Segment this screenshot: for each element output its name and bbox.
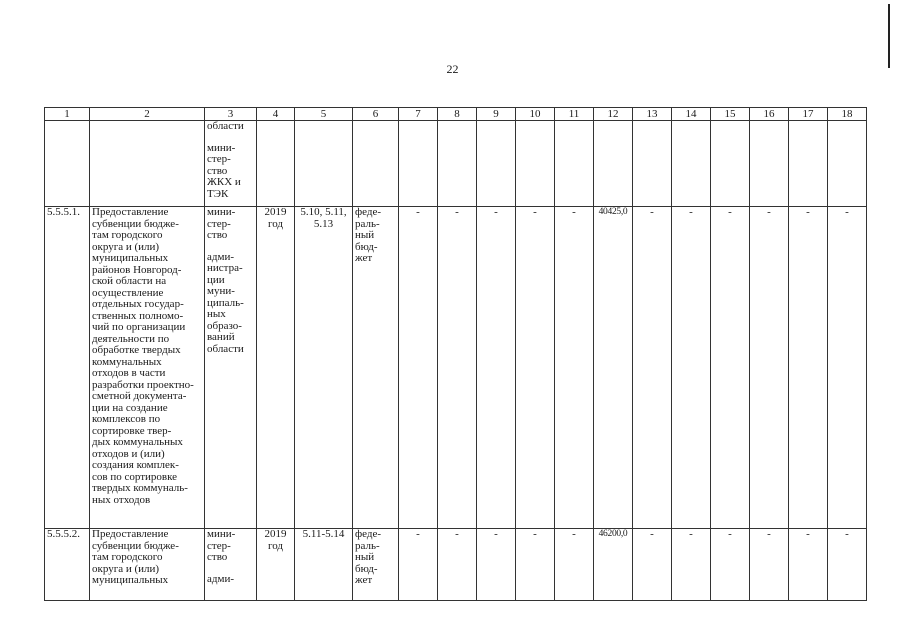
executor-text: области <box>207 120 244 132</box>
cell <box>672 121 711 207</box>
value-cell: - <box>789 207 828 529</box>
cell <box>295 121 353 207</box>
header-cell: 7 <box>399 108 438 121</box>
budget-table <box>44 107 867 601</box>
target-cell: 5.10, 5.11, 5.13 <box>295 207 353 529</box>
value-cell: - <box>399 529 438 601</box>
header-cell: 17 <box>789 108 828 121</box>
executor-cell <box>205 207 257 529</box>
continuation-row <box>45 121 867 207</box>
header-cell: 13 <box>633 108 672 121</box>
page-number: 22 <box>446 62 459 76</box>
executor-cell <box>205 529 257 601</box>
item-number: 5.5.5.2. <box>45 529 90 601</box>
item-description: Предоставление субвенции бюдже- там городского округа и (или) муниципальных <box>90 529 205 601</box>
amount-cell: 46200,0 <box>594 529 633 601</box>
header-cell: 5 <box>295 108 353 121</box>
value-cell: - <box>828 529 867 601</box>
value-cell: - <box>711 207 750 529</box>
header-cell: 15 <box>711 108 750 121</box>
amount-cell: 40425,0 <box>594 207 633 529</box>
header-cell: 18 <box>828 108 867 121</box>
value-cell: - <box>555 207 594 529</box>
margin-line <box>888 4 890 68</box>
value-cell: - <box>516 529 555 601</box>
cell <box>789 121 828 207</box>
cell <box>633 121 672 207</box>
cell <box>555 121 594 207</box>
executor-text: мини- стер- ство ЖКХ и ТЭК <box>207 141 241 200</box>
cell <box>353 121 399 207</box>
value-cell: - <box>672 207 711 529</box>
header-cell: 2 <box>90 108 205 121</box>
year-cell: 2019 год <box>257 529 295 601</box>
header-cell: 8 <box>438 108 477 121</box>
header-cell: 12 <box>594 108 633 121</box>
item-number: 5.5.5.1. <box>45 207 90 529</box>
value-cell: - <box>672 529 711 601</box>
cell <box>90 121 205 207</box>
value-cell: - <box>633 529 672 601</box>
header-cell: 10 <box>516 108 555 121</box>
value-cell: - <box>750 207 789 529</box>
value-cell: - <box>477 529 516 601</box>
cell <box>257 121 295 207</box>
executor-text: адми- <box>207 572 234 585</box>
value-cell: - <box>399 207 438 529</box>
executor-text: адми- нистра- ции муни- ципаль- ных образо- ваний области <box>207 250 244 355</box>
item-description: Предоставление субвенции бюдже- там городского округа и (или) муниципальных районов Новгород- ской области на осуществление отдельных государ- ственных полномо- чий по организации деятельности по обработке твердых коммунальных отходов в части разработки проектно- сметной документа- ции на создание комплексов по сортировке твер- дых коммунальных отходов и (или) создания комплек- сов по сортировке твердых коммуналь- ных отходов <box>90 207 205 529</box>
cell <box>45 121 90 207</box>
cell <box>711 121 750 207</box>
header-cell: 14 <box>672 108 711 121</box>
executor-text: мини- стер- ство <box>207 528 236 563</box>
header-cell: 4 <box>257 108 295 121</box>
cell <box>750 121 789 207</box>
value-cell: - <box>555 529 594 601</box>
header-cell: 9 <box>477 108 516 121</box>
value-cell: - <box>789 529 828 601</box>
value-cell: - <box>750 529 789 601</box>
value-cell: - <box>438 529 477 601</box>
executor-cell <box>205 121 257 207</box>
cell <box>477 121 516 207</box>
value-cell: - <box>828 207 867 529</box>
value-cell: - <box>516 207 555 529</box>
cell <box>828 121 867 207</box>
target-cell: 5.11-5.14 <box>295 529 353 601</box>
value-cell: - <box>711 529 750 601</box>
source-cell: феде- раль- ный бюд- жет <box>353 529 399 601</box>
executor-text: мини- стер- ство <box>207 206 236 241</box>
cell <box>438 121 477 207</box>
value-cell: - <box>438 207 477 529</box>
cell <box>516 121 555 207</box>
header-cell: 11 <box>555 108 594 121</box>
cell <box>594 121 633 207</box>
table-row <box>45 529 867 601</box>
table-row <box>45 207 867 529</box>
value-cell: - <box>633 207 672 529</box>
cell <box>399 121 438 207</box>
header-cell: 1 <box>45 108 90 121</box>
header-cell: 16 <box>750 108 789 121</box>
header-cell: 3 <box>205 108 257 121</box>
year-cell: 2019 год <box>257 207 295 529</box>
header-cell: 6 <box>353 108 399 121</box>
value-cell: - <box>477 207 516 529</box>
source-cell: феде- раль- ный бюд- жет <box>353 207 399 529</box>
header-row <box>45 108 867 121</box>
